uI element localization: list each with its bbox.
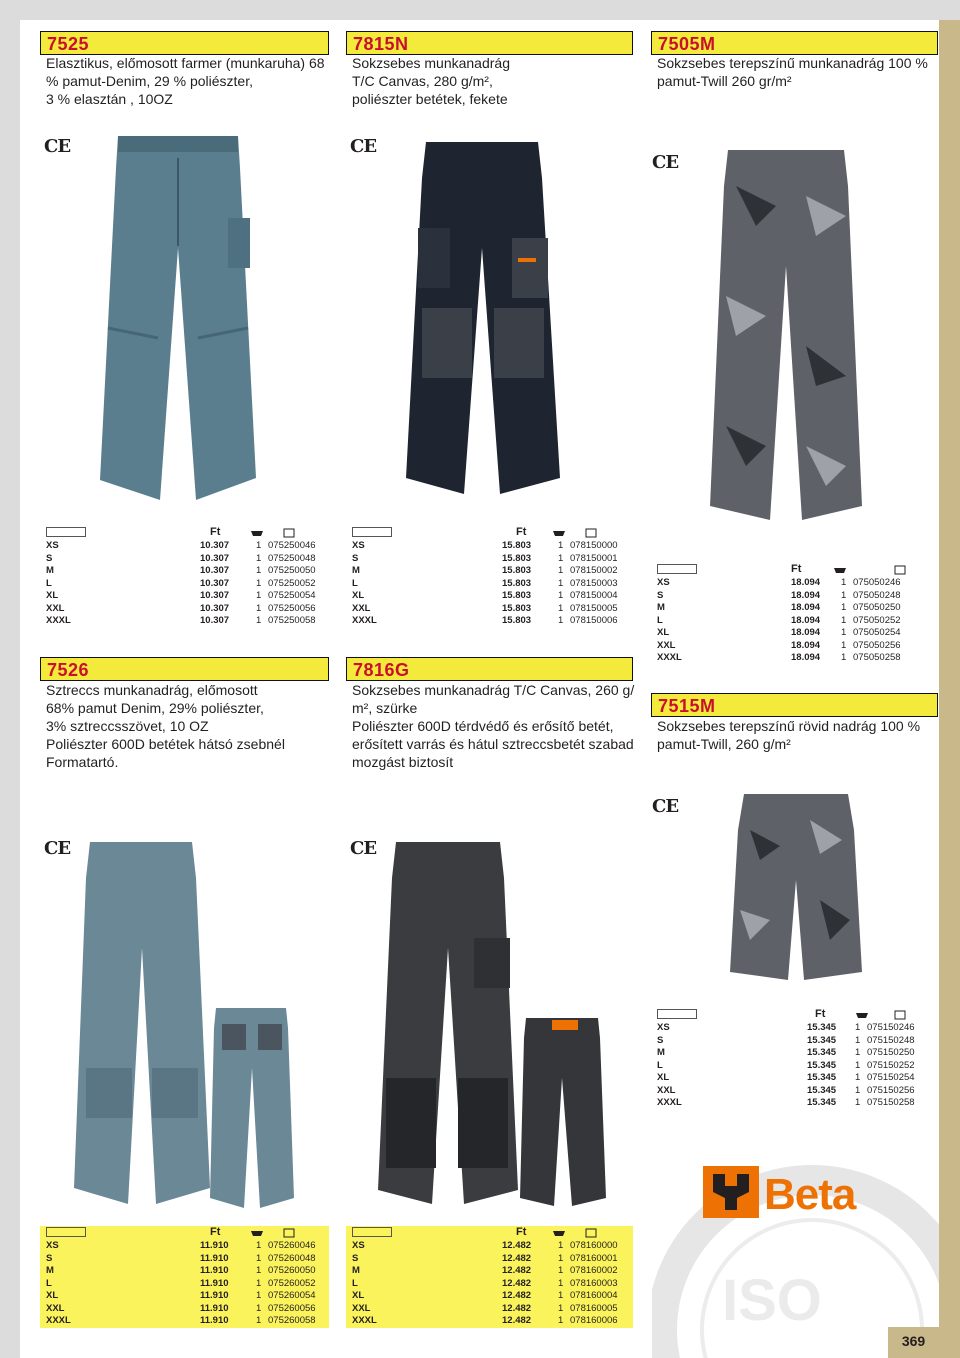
table-row: XXXL 10.307 1 075250058 [46,615,316,626]
table-row: L 18.094 1 075050252 [657,614,901,626]
table-row: S 18.094 1 075050248 [657,589,901,601]
desc-line: Sokzsebes munkanadrág T/C Canvas, 260 g/ [352,682,635,698]
currency-label: Ft [791,563,802,575]
package-icon [552,526,566,538]
table-row: XS 11.910 1 075260046 [46,1240,316,1251]
price-table-7526 [40,1226,329,1328]
table-row: M 15.803 1 078150002 [352,565,618,576]
product-code-7526: 7526 [40,657,329,681]
package-icon [833,563,847,575]
table-row: XL 11.910 1 075260054 [46,1290,316,1301]
table-row: S 11.910 1 075260048 [46,1252,316,1264]
package-icon [855,1008,869,1020]
product-desc-7815N [352,54,510,108]
jeans-7526-image [64,838,294,1210]
table-row: XL 18.094 1 075050254 [657,627,901,638]
desc-line: Sztreccs munkanadrág, előmosott [46,682,258,698]
table-row: XL 15.803 1 078150004 [352,590,618,601]
table-row: S 12.482 1 078160001 [352,1252,618,1264]
table-row: M 10.307 1 075250050 [46,565,316,576]
currency-label: Ft [210,526,221,538]
table-row: L 11.910 1 075260052 [46,1277,316,1289]
side-gold-bar [939,20,960,1358]
size-chart-icon [352,1227,392,1237]
page-number: 369 [901,1333,926,1349]
desc-line: Poliészter 600D térdvédő és erősítő betét, [352,718,614,734]
currency-label: Ft [815,1008,826,1020]
table-row: XS 12.482 1 078160000 [352,1240,618,1251]
beta-wordmark: Beta [764,1170,856,1219]
desc-line: pamut-Twill 260 gr/m² [657,73,792,89]
currency-label: Ft [210,1226,221,1238]
desc-line: T/C Canvas, 280 g/m², [352,73,493,89]
desc-line: 3 % elasztán , 10OZ [46,91,173,107]
desc-line: Elasztikus, előmosott farmer (munkaruha) 68 [46,55,325,71]
ce-mark-icon: CE [44,838,71,859]
table-head [657,563,929,577]
currency-label: Ft [516,1226,527,1238]
table-head [46,526,326,540]
size-chart-icon [352,527,392,537]
table-row: XS 18.094 1 075050246 [657,577,901,588]
product-code-7815N: 7815N [346,31,633,55]
package-icon [250,526,264,538]
size-chart-icon [657,564,697,574]
price-table-7816G [346,1226,633,1328]
table-row: XXL 12.482 1 078160005 [352,1302,618,1314]
table-row: M 11.910 1 075260050 [46,1265,316,1276]
table-row: XXXL 15.803 1 078150006 [352,615,618,626]
table-row: L 12.482 1 078160003 [352,1277,618,1289]
trousers-7816G-image [366,838,606,1210]
trousers-7815N-image [392,138,568,498]
product-desc-7526 [46,681,285,771]
desc-line: Poliészter 600D betétek hátsó zsebnél [46,736,285,752]
table-row: M 18.094 1 075050250 [657,602,901,613]
table-row: XXXL 11.910 1 075260058 [46,1315,316,1326]
product-code-7515M: 7515M [651,693,938,717]
table-row: XL 12.482 1 078160004 [352,1290,618,1301]
table-row: M 15.345 1 075150250 [657,1047,915,1058]
desc-line: % pamut-Denim, 29 % poliészter, [46,73,253,89]
price-table-7515M [657,1008,929,1110]
box-icon [893,1008,907,1020]
camo-trousers-7505M-image [696,146,872,524]
camo-shorts-7515M-image [730,790,862,982]
package-icon [250,1226,264,1238]
size-chart-icon [46,527,86,537]
box-icon [893,563,907,575]
ce-mark-icon: CE [652,152,679,173]
table-row: XXXL 15.345 1 075150258 [657,1097,915,1108]
table-row: S 15.345 1 075150248 [657,1034,915,1046]
currency-label: Ft [516,526,527,538]
product-desc-7515M [657,717,920,753]
desc-line: pamut-Twill, 260 g/m² [657,736,791,752]
product-desc-7816G [352,681,634,771]
table-head [352,1226,633,1240]
table-row: M 12.482 1 078160002 [352,1265,618,1276]
product-code-7525: 7525 [40,31,329,55]
desc-line: Sokzsebes terepszínű rövid nadrág 100 % [657,718,921,734]
table-head [46,1226,329,1240]
table-row: XXL 18.094 1 075050256 [657,639,901,651]
table-row: XS 10.307 1 075250046 [46,540,316,551]
ce-mark-icon: CE [350,838,377,859]
box-icon [584,526,598,538]
table-row: XL 10.307 1 075250054 [46,590,316,601]
table-row: S 10.307 1 075250048 [46,552,316,564]
desc-line: 68% pamut Denim, 29% poliészter, [46,700,264,716]
table-row: XXL 11.910 1 075260056 [46,1302,316,1314]
table-row: L 10.307 1 075250052 [46,577,316,589]
desc-line: Sokzsebes munkanadrág [352,55,510,71]
table-head [657,1008,929,1022]
table-row: XXL 15.345 1 075150256 [657,1084,915,1096]
price-table-7815N [352,526,632,628]
table-row: XXXL 12.482 1 078160006 [352,1315,618,1326]
ce-mark-icon: CE [652,796,679,817]
box-icon [584,1226,598,1238]
desc-line: Sokzsebes terepszínű munkanadrág 100 % [657,55,928,71]
table-row: S 15.803 1 078150001 [352,552,618,564]
svg-text:ISO: ISO [722,1268,822,1333]
box-icon [282,1226,296,1238]
desc-line: mozgást biztosít [352,754,454,770]
desc-line: Formatartó. [46,754,119,770]
table-row: XXL 10.307 1 075250056 [46,602,316,614]
iso-certification-seal [652,1120,939,1358]
top-strip [0,0,960,20]
jeans-7525-image [88,128,264,508]
product-code-7816G: 7816G [346,657,633,681]
desc-line: m², szürke [352,700,418,716]
beta-logo [703,1166,883,1222]
page-number-box [888,1327,939,1358]
desc-line: 3% sztreccsszövet, 10 OZ [46,718,209,734]
table-row: XS 15.345 1 075150246 [657,1022,915,1033]
desc-line: erősített varrás és hátul sztreccsbetét szabad [352,736,634,752]
package-icon [552,1226,566,1238]
table-row: XXL 15.803 1 078150005 [352,602,618,614]
ce-mark-icon: CE [350,136,377,157]
product-desc-7505M [657,54,928,90]
box-icon [282,526,296,538]
table-row: L 15.345 1 075150252 [657,1059,915,1071]
size-chart-icon [46,1227,86,1237]
beta-wrench-icon [703,1166,759,1218]
product-code-7505M: 7505M [651,31,938,55]
desc-line: poliészter betétek, fekete [352,91,508,107]
table-row: XL 15.345 1 075150254 [657,1072,915,1083]
table-row: XXXL 18.094 1 075050258 [657,652,901,663]
size-chart-icon [657,1009,697,1019]
product-desc-7525 [46,54,325,108]
table-row: L 15.803 1 078150003 [352,577,618,589]
price-table-7525 [46,526,326,628]
table-head [352,526,632,540]
table-row: XS 15.803 1 078150000 [352,540,618,551]
ce-mark-icon: CE [44,136,71,157]
price-table-7505M [657,563,929,665]
